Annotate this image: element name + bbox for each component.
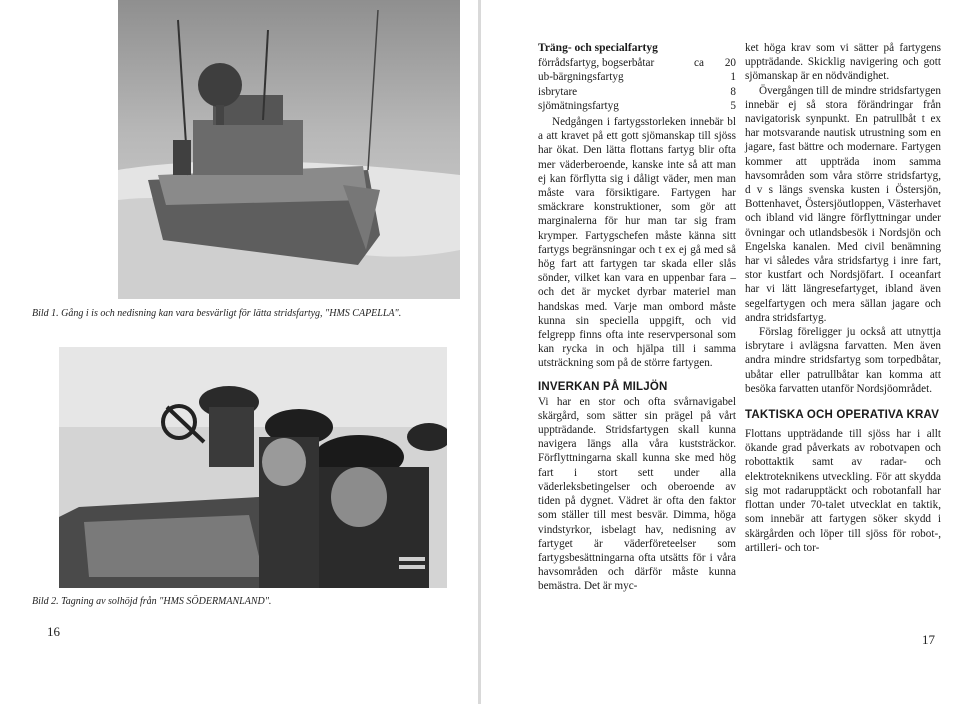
fleet-table-row (538, 99, 736, 113)
photo2-caption: Bild 2. Tagning av solhöjd från "HMS SÖDERMANLAND". (32, 596, 272, 607)
paragraph: Vi har en stor och ofta svårnavigabel skärgård, som sätter sin prägel på vårt uppträdande. Stridsfartygen skall kunna navigera längs alla våra kuststräckor. Förflyttningarna skall kunna ske med hög fart i stort sett under alla väderleksbetingelser och oberoende av tiden på dygnet. Vädret är ofta den faktor som ställer till mest besvär. Dimma, höga vindstyrkor, isbelagt hav, nedisning av fartyget är väderföreteelser som fartygsbesättningarna ofta utsätts för i våra havsområden och därför måste kunna bemästra. Det är myc- (538, 395, 736, 593)
photo-ship-in-ice (118, 0, 460, 299)
officers-illustration (59, 347, 447, 588)
fleet-row-label: förrådsfartyg, bogserbåtar (538, 57, 655, 70)
paragraph: ket höga krav som vi sätter på fartygens uppträdande. Skicklig navigering och gott sjömanskap är en nödvändighet. (745, 42, 941, 83)
fleet-row-approx (694, 70, 722, 84)
fleet-row-count: 20 (724, 57, 736, 70)
photo-officers-sextant (59, 347, 447, 588)
page-number-left: 16 (47, 624, 60, 639)
paragraph: Flottans uppträdande till sjöss har i allt ökande grad påverkats av robotvapen och robottaktik samt av radar- och elektroteknikens utveckling. För att skydda sig mot radarupptäckt och robotanfall har flottan under 70-talet utvecklat en taktik, som innebär att fartygen söker skydd i skärgården och löper till sjöss för robot-, artilleri- och tor- (745, 428, 941, 554)
section-heading-taktiska: TAKTISKA OCH OPERATIVA KRAV (745, 409, 940, 422)
fleet-table-row (538, 56, 736, 70)
fleet-row-approx: ca (694, 57, 704, 70)
fleet-row-approx (694, 99, 722, 113)
fleet-table-row (538, 85, 736, 99)
paragraph: Övergången till de mindre stridsfartygen innebär ej så stora förändringar från navigatorisk synpunkt. En patrullbåt t ex har motsvarande nautisk utrustning som en jagare, fast bättre och modernare. Fartygen kommer att uppträda inom samma havsområden som våra större stridsfartyg, d v s längs svenska kusten i Östersjön, Bottenhavet, Östersjöutloppen, Västerhavet och ibland vid längre förflyttningar under övningar och utlandsbesök i Nordsjön och Engelska kanalen. Med civil benämning har vi således våra stridsfartyg i inre fart, stor kustfart och Nordsjöfart. I oceanfart har vi lätt längresefartyget, ibland även segelfartygen och mera sällan jagare och andra stridsfartyg. (745, 84, 941, 324)
ship-illustration (118, 0, 460, 299)
right-page (481, 0, 959, 704)
fleet-table-row (538, 70, 736, 84)
paragraph: Nedgången i fartygsstorleken innebär bl a att kravet på ett gott sjömanskap till sjöss har ökat. Den lätta flottans fartyg blir ofta mer väderberoende, kanske inte så att man ej kan förflytta sig i dåligt väder, men man måste vara försiktigare. Fartygen har smäckrare konstruktioner, som gör att marginalerna för hur man tar sig fram krymper. Fartygschefen måste känna sitt fartygs begränsningar och t ex ej gå med så hög fart att fartygen tar skada eller slås sönder, vilket kan vara en uppenbar fara – och det är mycket dyrbar materiel man handskas med. Varje man ombord måste kunna sin speciella uppgift, och vid felgrepp finns ofta inte reservpersonal som kan rycka in och hjälpa till i samma utsträckning som på de större fartygen. (538, 116, 736, 370)
text-column-2 (745, 41, 941, 555)
photo1-caption: Bild 1. Gång i is och nedisning kan vara besvärligt för lätta stridsfartyg, "HMS CAPELLA". (32, 308, 402, 319)
fleet-row-label: ub-bärgningsfartyg (538, 71, 624, 84)
paragraph: Förslag föreligger ju också att utnyttja isbrytare i avlägsna farvatten. Men även andra mindre stridsfartyg som torpedbåtar, ubåtar eller patrullbåtar kan komma att besöka farvatten utanför Nordsjöområdet. (745, 326, 941, 395)
fleet-row-count: 5 (730, 99, 736, 112)
fleet-row-count: 1 (730, 71, 736, 84)
fleet-row-label: sjömätningsfartyg (538, 99, 619, 112)
fleet-table-title: Träng- och specialfartyg (538, 42, 658, 54)
text-column-1 (538, 41, 736, 594)
fleet-row-approx (694, 85, 722, 99)
page-number-right: 17 (922, 632, 935, 647)
fleet-row-count: 8 (730, 85, 736, 98)
left-page (0, 0, 478, 704)
section-heading-miljon: INVERKAN PÅ MILJÖN (538, 380, 668, 393)
fleet-row-label: isbrytare (538, 85, 578, 98)
